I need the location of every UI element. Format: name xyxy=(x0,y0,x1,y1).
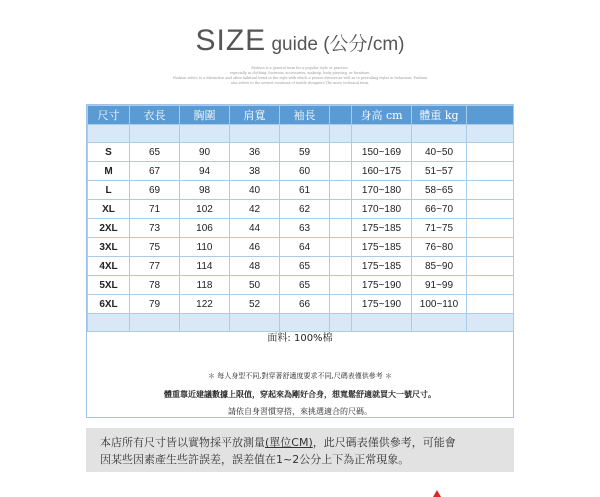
table-cell xyxy=(330,219,352,238)
table-cell: XL xyxy=(88,200,130,219)
table-cell: 50 xyxy=(230,276,280,295)
table-cell: 79 xyxy=(130,295,180,314)
table-cell: 98 xyxy=(180,181,230,200)
header-weight: 體重 kg xyxy=(412,106,467,125)
size-chart-sheet xyxy=(86,104,514,418)
table-cell: 65 xyxy=(280,257,330,276)
table-cell xyxy=(330,162,352,181)
fine-print-line: Fashion is a general term for a popular style or practice, xyxy=(251,66,349,70)
table-cell: 40~50 xyxy=(412,143,467,162)
table-cell: 160~175 xyxy=(352,162,412,181)
table-cell: 71 xyxy=(130,200,180,219)
table-cell xyxy=(467,143,514,162)
table-cell: 42 xyxy=(230,200,280,219)
table-cell: 170~180 xyxy=(352,200,412,219)
table-cell: 59 xyxy=(280,143,330,162)
table-row xyxy=(88,162,514,181)
table-cell: S xyxy=(88,143,130,162)
table-cell: 6XL xyxy=(88,295,130,314)
table-cell xyxy=(330,143,352,162)
table-cell: 52 xyxy=(230,295,280,314)
table-cell: 65 xyxy=(130,143,180,162)
table-cell: M xyxy=(88,162,130,181)
table-row xyxy=(88,257,514,276)
table-row xyxy=(88,143,514,162)
table-cell xyxy=(467,276,514,295)
table-cell: 61 xyxy=(280,181,330,200)
material-info: 面料: 100%棉 xyxy=(267,333,333,344)
table-row xyxy=(88,238,514,257)
table-row xyxy=(88,181,514,200)
table-header-row xyxy=(88,106,514,125)
table-cell: 65 xyxy=(280,276,330,295)
table-cell: 76~80 xyxy=(412,238,467,257)
table-cell xyxy=(467,238,514,257)
table-cell: 122 xyxy=(180,295,230,314)
table-cell xyxy=(467,181,514,200)
table-cell: 67 xyxy=(130,162,180,181)
table-cell: 40 xyxy=(230,181,280,200)
header-size: 尺寸 xyxy=(88,106,130,125)
table-cell: 78 xyxy=(130,276,180,295)
table-cell xyxy=(330,238,352,257)
header-length: 衣長 xyxy=(130,106,180,125)
title-sub: guide (公分/cm) xyxy=(266,34,405,55)
table-cell: 46 xyxy=(230,238,280,257)
table-cell: 48 xyxy=(230,257,280,276)
table-cell: 106 xyxy=(180,219,230,238)
table-cell: 2XL xyxy=(88,219,130,238)
fine-print-line: especially in clothing, footwear, accessories, makeup, body piercing, or furniture. xyxy=(229,71,371,75)
header-shoulder: 肩寬 xyxy=(230,106,280,125)
table-cell: 175~190 xyxy=(352,295,412,314)
table-cell: 175~185 xyxy=(352,219,412,238)
header-chest: 胸圍 xyxy=(180,106,230,125)
header-blank xyxy=(330,106,352,125)
table-cell: 4XL xyxy=(88,257,130,276)
size-notes xyxy=(87,367,513,421)
page-title xyxy=(0,24,600,58)
table-cell: 73 xyxy=(130,219,180,238)
table-row xyxy=(88,219,514,238)
table-cell: 38 xyxy=(230,162,280,181)
table-cell xyxy=(467,295,514,314)
table-cell xyxy=(330,295,352,314)
header-height: 身高 cm xyxy=(352,106,412,125)
table-row xyxy=(88,276,514,295)
disclaimer-line: 因某些因素產生些許誤差，誤差值在1~2公分上下為正常現象。 xyxy=(100,453,410,466)
table-cell: 64 xyxy=(280,238,330,257)
table-cell xyxy=(330,181,352,200)
table-cell: 102 xyxy=(180,200,230,219)
table-cell: 100~110 xyxy=(412,295,467,314)
table-cell: L xyxy=(88,181,130,200)
table-cell: 5XL xyxy=(88,276,130,295)
header-sleeve: 袖長 xyxy=(280,106,330,125)
title-main: SIZE xyxy=(195,24,267,57)
table-cell xyxy=(467,219,514,238)
table-cell: 118 xyxy=(180,276,230,295)
header-blank xyxy=(467,106,514,125)
table-cell xyxy=(467,200,514,219)
table-cell: 90 xyxy=(180,143,230,162)
table-cell xyxy=(330,276,352,295)
table-cell xyxy=(330,200,352,219)
table-cell xyxy=(467,257,514,276)
table-cell: 150~169 xyxy=(352,143,412,162)
table-cell: 62 xyxy=(280,200,330,219)
corner-mark-icon xyxy=(433,490,441,497)
table-cell: 58~65 xyxy=(412,181,467,200)
table-cell: 36 xyxy=(230,143,280,162)
table-cell: 44 xyxy=(230,219,280,238)
fine-print-line: Fashion refers to a distinctive and often habitual trend in the style with which a person dresses as well as to prevailing styles in behaviour. Fashion xyxy=(173,76,427,80)
table-cell: 114 xyxy=(180,257,230,276)
note-line: 請依自身習慣穿搭，來挑選適合的尺碼。 xyxy=(228,407,372,416)
table-row xyxy=(88,200,514,219)
table-cell: 60 xyxy=(280,162,330,181)
table-cell: 175~185 xyxy=(352,257,412,276)
table-cell: 69 xyxy=(130,181,180,200)
table-cell: 71~75 xyxy=(412,219,467,238)
size-table xyxy=(87,105,514,332)
note-line: ＊ 每人身型不同,對穿著舒適度要求不同,尺碼表僅供參考 ＊ xyxy=(208,372,392,380)
table-cell: 110 xyxy=(180,238,230,257)
table-cell: 170~180 xyxy=(352,181,412,200)
spacer-row xyxy=(88,125,514,143)
fine-print-line: also refers to the newest creations of textile designers.The more technical term, xyxy=(230,81,370,85)
table-cell: 66 xyxy=(280,295,330,314)
table-cell: 66~70 xyxy=(412,200,467,219)
table-cell: 175~185 xyxy=(352,238,412,257)
disclaimer-box xyxy=(86,428,514,472)
table-cell: 63 xyxy=(280,219,330,238)
disclaimer-line: 本店所有尺寸皆以實物採平放測量(單位CM)，此尺碼表僅供參考，可能會 xyxy=(100,436,456,449)
table-cell: 75 xyxy=(130,238,180,257)
table-cell: 77 xyxy=(130,257,180,276)
table-cell: 175~190 xyxy=(352,276,412,295)
note-line: 體重靠近建議數據上限值，穿起來為剛好合身，想寬鬆舒適就買大一號尺寸。 xyxy=(164,389,436,399)
table-cell xyxy=(467,162,514,181)
fine-print-text xyxy=(130,66,470,86)
table-cell: 91~99 xyxy=(412,276,467,295)
table-cell: 51~57 xyxy=(412,162,467,181)
table-cell: 85~90 xyxy=(412,257,467,276)
table-cell: 94 xyxy=(180,162,230,181)
table-row xyxy=(88,295,514,314)
table-cell xyxy=(330,257,352,276)
table-cell: 3XL xyxy=(88,238,130,257)
